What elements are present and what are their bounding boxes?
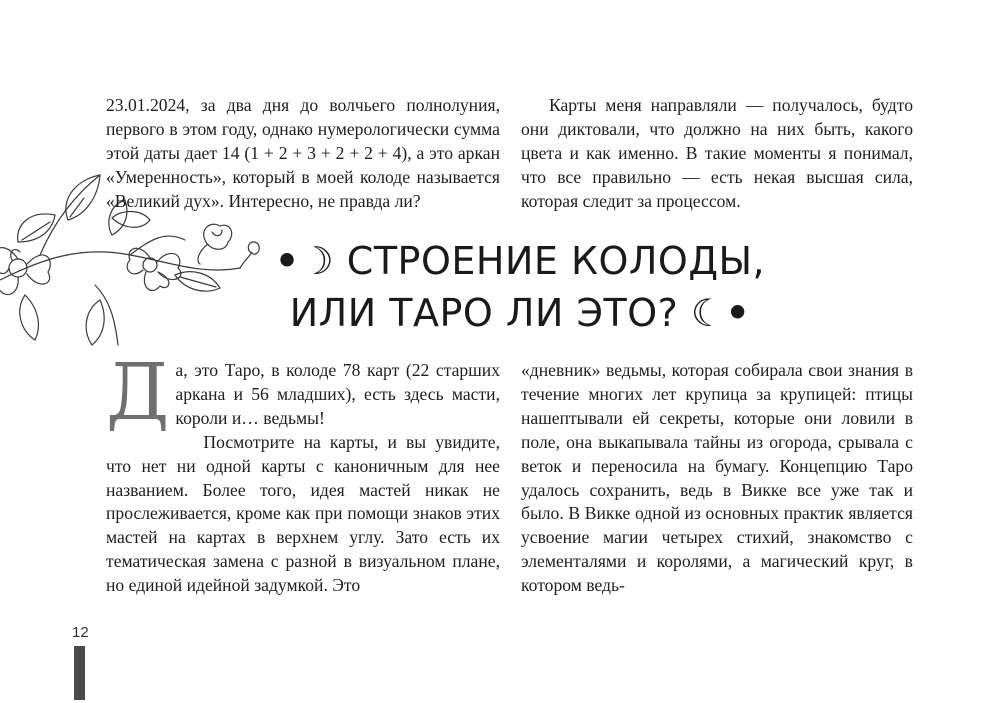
text-column-top-right [521,94,913,214]
paragraph-look-at-cards: Посмотрите на карты, и вы увидите, что нет ни одной карты с каноничным для нее названием. Более того, идея мастей никак не прослеживается, кроме как при помощи знаков этих мастей на картах в верхнем углу. Зато есть их тематическая замена с разной в визуальном плане, но единой идейной задумкой. Это [106,431,500,596]
heading-line-1 [180,235,860,287]
paragraph-witch-diary: «дневник» ведьмы, которая собирала свои знания в течение многих лет крупица за крупицей: птицы нашептывали ей секреты, которые они ловили в поле, она выкапывала тайны из огорода, срывала с веток и переносила на бумагу. Концепцию Таро удалось сохранить, ведь в Викке все уже так и было. В Викке одной из основных практик является усвоение магии четырех стихий, знакомство с элементалями и королями, а магический круг, в котором ведь- [521,360,913,596]
page-edge-marker [74,646,85,700]
heading-text-1: СТРОЕНИЕ КОЛОДЫ, [346,239,766,283]
text-column-top-left [106,94,500,214]
drop-cap: Д [106,348,170,438]
moon-ornament-right: ☾• [690,291,751,335]
paragraph-date: 23.01.2024, за два дня до волчьего полнолуния, первого в этом году, однако нумерологически сумма этой даты дает 14 (1 + 2 + 3 + 2 + 2 + 4), а это аркан «Умеренность», который в моей колоде называется «Великий дух». Интересно, не правда ли? [106,95,500,211]
text-column-bottom-left [106,348,500,598]
moon-ornament-left: •☽ [274,239,335,283]
paragraph-tarot-intro: а, это Таро, в колоде 78 карт (22 старших аркана и 56 младших), есть здесь масти, короли и… ведьмы! [175,360,500,428]
text-column-bottom-right [521,359,913,598]
heading-text-2: ИЛИ ТАРО ЛИ ЭТО? [289,291,679,335]
paragraph-cards-guided: Карты меня направляли — получалось, будто они диктовали, что должно на них быть, какого цвета и как именно. В такие моменты я понимал, что все правильно — есть некая высшая сила, которая следит за процессом. [521,95,913,211]
page-number: 12 [72,624,89,641]
heading-line-2 [180,287,860,339]
section-heading [180,235,860,339]
